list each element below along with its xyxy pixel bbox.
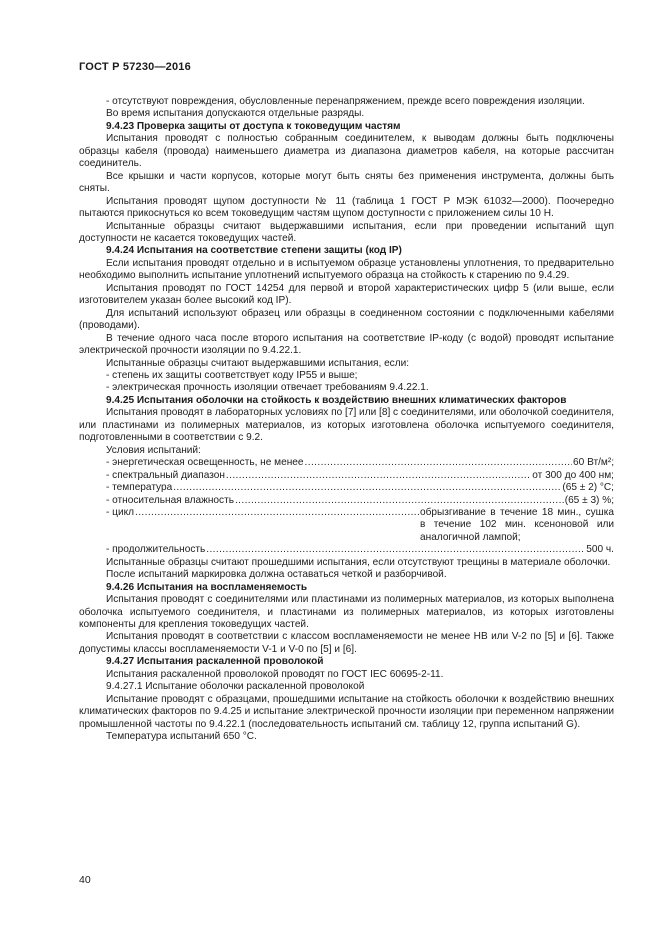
condition-value: 500 ч. bbox=[586, 544, 614, 556]
paragraph: Испытанные образцы считают прошедшими испытания, если отсутствуют трещины в материале оболочки. bbox=[106, 556, 611, 568]
page-number: 40 bbox=[79, 874, 91, 886]
section-heading: 9.4.24 Испытания на соответствие степени защиты (код IP) bbox=[106, 245, 402, 257]
test-condition-row bbox=[79, 495, 614, 507]
leader-dots bbox=[206, 544, 585, 556]
test-condition-row bbox=[79, 482, 614, 494]
paragraph: Испытания проводят с полностью собранным соединителем, к выводам должны быть подключены образцы кабеля (провода) наименьшего диаметра из диапазона диаметров кабеля, на которые рассчитан соединитель. bbox=[79, 133, 614, 170]
test-condition-row bbox=[79, 470, 614, 482]
condition-label: - температура bbox=[106, 482, 173, 494]
paragraph: 9.4.27.1 Испытание оболочки раскаленной проволокой bbox=[106, 681, 365, 693]
condition-label: - относительная влажность bbox=[106, 494, 234, 506]
paragraph: Температура испытаний 650 °С. bbox=[106, 731, 257, 743]
section-heading: 9.4.27 Испытания раскаленной проволокой bbox=[106, 656, 324, 668]
paragraph: После испытаний маркировка должна оставаться четкой и разборчивой. bbox=[106, 569, 447, 581]
test-condition-row bbox=[79, 457, 614, 469]
condition-label: - энергетическая освещенность, не менее bbox=[106, 457, 304, 469]
section-heading: 9.4.23 Проверка защиты от доступа к токоведущим частям bbox=[106, 120, 401, 132]
paragraph: Испытанные образцы считают выдержавшими испытания, если: bbox=[106, 357, 410, 369]
paragraph: Испытанные образцы считают выдержавшими испытания, если при проведении испытаний щуп доступности не касается токоведущих частей. bbox=[79, 220, 614, 244]
paragraph: Испытания проводят в лабораторных условиях по [7] или [8] с соединителями, или оболочкой соединителя, или пластинами из полимерных материалов, из которых изготовлена оболочка испытуемого соединителя, подготовленными в соответствии с 9.2. bbox=[79, 407, 614, 444]
paragraph: Если испытания проводят отдельно и в испытуемом образце установлены уплотнения, то предварительно необходимо выполнить испытание уплотнений испытуемого образца на стойкость к старению по 9.4.29. bbox=[79, 257, 614, 282]
condition-label: - спектральный диапазон bbox=[106, 469, 225, 481]
section-heading: 9.4.25 Испытания оболочки на стойкость к воздействию внешних климатических факторов bbox=[106, 394, 567, 406]
condition-value: (65 ± 3) %; bbox=[564, 494, 614, 506]
paragraph: - отсутствуют повреждения, обусловленные перенапряжением, прежде всего повреждения изоляции. bbox=[106, 96, 585, 107]
paragraph: Испытания проводят по ГОСТ 14254 для первой и второй характеристических цифр 5 (или выше, если изготовителем указан более высокий код IP). bbox=[79, 282, 614, 307]
test-condition-row bbox=[79, 544, 614, 556]
paragraph: Все крышки и части корпусов, которые могут быть сняты без применения инструмента, должны быть сняты. bbox=[79, 170, 614, 195]
leader-dots bbox=[226, 470, 531, 482]
paragraph: Испытания раскаленной проволокой проводят по ГОСТ IEC 60695-2-11. bbox=[106, 668, 444, 680]
paragraph: Условия испытаний: bbox=[106, 444, 201, 456]
list-item: - степень их защиты соответствует коду IP55 и выше; bbox=[106, 369, 358, 381]
condition-value: 60 Вт/м²; bbox=[573, 457, 614, 469]
paragraph: В течение одного часа после второго испытания на соответствие IP-коду (с водой) проводят испытание электрической прочности изоляции по 9.4.22.1. bbox=[79, 332, 614, 357]
test-condition-cycle bbox=[79, 507, 614, 544]
paragraph: Испытания проводят в соответствии с классом воспламеняемости не менее НВ или V-2 по [5] и [6]. Также допустимы классы воспламеняемости V-1 и V-0 по [5] и [6]. bbox=[79, 631, 614, 655]
condition-value: от 300 до 400 нм; bbox=[532, 469, 614, 481]
paragraph: Для испытаний используют образец или образцы в соединенном состоянии с подключенными кабелями (проводами). bbox=[79, 307, 614, 332]
list-item: - электрическая прочность изоляции отвечает требованиям 9.4.22.1. bbox=[106, 382, 429, 394]
paragraph: Во время испытания допускаются отдельные разряды. bbox=[106, 108, 365, 120]
section-heading: 9.4.26 Испытания на воспламеняемость bbox=[106, 581, 308, 593]
condition-label: - цикл bbox=[106, 506, 135, 518]
leader-dots bbox=[135, 507, 419, 519]
paragraph: Испытания проводят щупом доступности № 11 (таблица 1 ГОСТ Р МЭК 61032—2000). Поочередно пытаются прикоснуться ко всем токоведущим частям щупом доступности с приложением силы 10 Н. bbox=[79, 195, 614, 220]
condition-label: - продолжительность bbox=[106, 544, 206, 556]
condition-value: обрызгивание в течение 18 мин., сушка в течение 102 мин. ксеноновой или аналогичной лампой; bbox=[420, 506, 614, 543]
leader-dots bbox=[305, 457, 572, 469]
paragraph: Испытание проводят с образцами, прошедшими испытание на стойкость оболочки к воздействию внешних климатических факторов по 9.4.25 и испытание электрической прочности изоляции при переменном напряжении промышленной частоты по 9.4.22.1 (последовательность испытаний см. таблицу 12, группа испытаний G). bbox=[79, 693, 614, 730]
document-body bbox=[79, 96, 614, 744]
paragraph: Испытания проводят с соединителями или пластинами из полимерных материалов, из которых выполнена оболочка испытуемого соединителя, и пластинами из полимерных материалов, из которых изготовлены компоненты для крепления токоведущих частей. bbox=[79, 594, 614, 631]
leader-dots bbox=[173, 482, 561, 494]
condition-value: (65 ± 2) °С; bbox=[562, 482, 614, 494]
leader-dots bbox=[235, 495, 564, 507]
document-header: ГОСТ Р 57230—2016 bbox=[79, 61, 191, 73]
